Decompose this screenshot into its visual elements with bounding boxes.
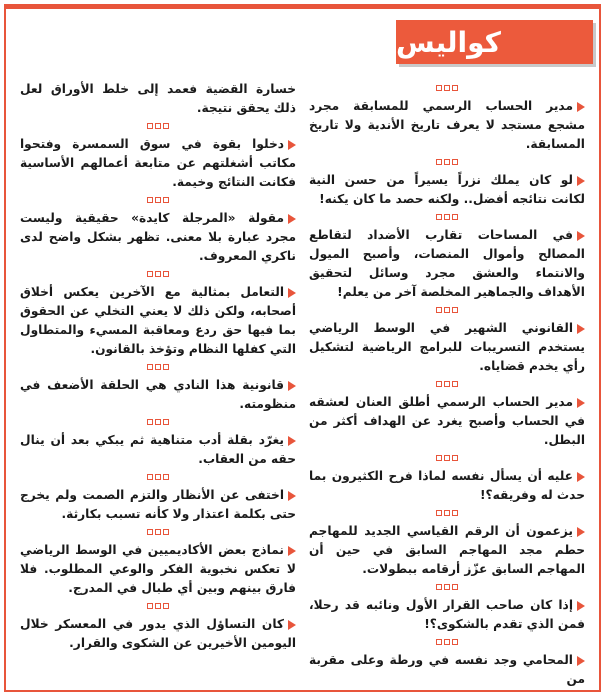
bullet-arrow-icon — [288, 491, 296, 501]
separator-squares-icon — [309, 212, 585, 222]
news-item — [20, 417, 296, 469]
bullet-arrow-icon — [577, 324, 585, 334]
news-item — [20, 472, 296, 524]
news-item-body: مقولة «المرجلة كايدة» حقيقية وليست مجرد عبارة بلا معنى. تظهر بشكل واضح لدى ناكري المعروف. — [20, 211, 296, 263]
news-item — [309, 582, 585, 634]
news-item-text — [309, 171, 585, 209]
separator-squares-icon — [20, 472, 296, 482]
separator-squares-icon — [309, 83, 585, 93]
bullet-arrow-icon — [288, 381, 296, 391]
right-column — [309, 80, 585, 686]
news-item — [20, 527, 296, 598]
bullet-arrow-icon — [577, 527, 585, 537]
news-item-text — [20, 135, 296, 192]
separator-squares-icon — [309, 508, 585, 518]
news-item — [309, 305, 585, 376]
news-item — [20, 80, 296, 118]
news-item — [309, 508, 585, 579]
news-item-body: إذا كان صاحب القرار الأول ونائبه قد رحلا، فمن الذي تقدم بالشكوى؟! — [309, 598, 585, 631]
news-item-text — [309, 467, 585, 505]
news-item-body: اختفى عن الأنظار والتزم الصمت ولم يخرج حتى بكلمة اعتذار ولا كأنه تسبب بكارثة. — [20, 488, 296, 521]
news-item-text — [309, 97, 585, 154]
news-item-text — [20, 615, 296, 653]
news-item-text — [309, 226, 585, 302]
bullet-arrow-icon — [288, 436, 296, 446]
bullet-arrow-icon — [577, 398, 585, 408]
bullet-arrow-icon — [288, 620, 296, 630]
bullet-arrow-icon — [288, 214, 296, 224]
news-item-body: نماذج بعض الأكاديميين في الوسط الرياضي لا تعكس نخبوية الفكر والوعي المطلوب. فلا فارق بينهم وبين أي طبال في المدرج. — [20, 543, 296, 595]
news-item-body: المحامي وجد نفسه في ورطة وعلى مقربة من — [309, 653, 585, 686]
bullet-arrow-icon — [577, 656, 585, 666]
bullet-arrow-icon — [288, 140, 296, 150]
news-item-text — [309, 319, 585, 376]
article-frame — [4, 4, 601, 692]
news-item-text — [20, 376, 296, 414]
separator-squares-icon — [309, 379, 585, 389]
news-item-body: كان التساؤل الذي يدور في المعسكر خلال اليومين الأخيرين عن الشكوى والقرار. — [20, 617, 296, 650]
news-item — [309, 379, 585, 450]
news-item — [309, 453, 585, 505]
left-column — [20, 80, 296, 682]
news-item — [20, 601, 296, 653]
news-item-text — [20, 209, 296, 266]
news-item-body: القانوني الشهير في الوسط الرياضي يستخدم التسريبات للبرامج الرياضية لتشكيل رأي يخدم قضاياه. — [309, 321, 585, 373]
news-item-body: خسارة القضية فعمد إلى خلط الأوراق لعل ذلك يحقق نتيجة. — [20, 82, 296, 115]
bullet-arrow-icon — [577, 472, 585, 482]
news-item — [309, 83, 585, 154]
separator-squares-icon — [309, 453, 585, 463]
news-item-body: مدير الحساب الرسمي للمسابقة مجرد مشجع مستجد لا يعرف تاريخ الأندية ولا تاريخ المسابقة. — [309, 99, 585, 151]
separator-squares-icon — [20, 121, 296, 131]
bullet-arrow-icon — [577, 231, 585, 241]
news-item-text — [309, 393, 585, 450]
news-item — [20, 362, 296, 414]
bullet-arrow-icon — [288, 288, 296, 298]
separator-squares-icon — [309, 305, 585, 315]
header-rule — [6, 6, 599, 9]
separator-squares-icon — [20, 362, 296, 372]
news-item-body: التعامل بمثالية مع الآخرين يعكس أخلاق أصحابه، ولكن ذلك لا يعني التخلي عن الحقوق بما فيها حق ردع ومعاقبة المسيء والمتطاول التي كفلها النظام وتؤخذ بالقانون. — [20, 285, 296, 356]
news-item — [309, 637, 585, 689]
news-item-body: عليه أن يسأل نفسه لماذا فرح الكثيرون بما حدث له وفريقه؟! — [309, 469, 585, 502]
news-item — [309, 212, 585, 302]
news-item-body: لو كان يملك نزراً يسيراً من حسن النية لكانت نتائجه أفضل.. ولكنه حصد ما كان يكنه! — [309, 173, 585, 206]
separator-squares-icon — [309, 157, 585, 167]
separator-squares-icon — [20, 601, 296, 611]
section-title: كواليس — [396, 25, 501, 59]
news-item-body: دخلوا بقوة في سوق السمسرة وفتحوا مكاتب أشغلتهم عن متابعة أعمالهم الأساسية فكانت النتائج وخيمة. — [20, 137, 296, 189]
news-item — [309, 157, 585, 209]
separator-squares-icon — [20, 527, 296, 537]
news-item — [20, 269, 296, 359]
news-item-text — [20, 541, 296, 598]
news-item-text — [20, 80, 296, 118]
bullet-arrow-icon — [288, 546, 296, 556]
news-item-text — [20, 283, 296, 359]
news-item-body: قانونية هذا النادي هي الحلقة الأضعف في منظومته. — [20, 378, 296, 411]
news-item-body: يزعمون أن الرقم القياسي الجديد للمهاجم حطم مجد المهاجم السابق في حين أن المهاجم السابق عزّز أرقامه ببطولات. — [309, 524, 585, 576]
separator-squares-icon — [20, 417, 296, 427]
news-item-text — [309, 522, 585, 579]
news-item-text — [309, 596, 585, 634]
news-item-text — [20, 486, 296, 524]
bullet-arrow-icon — [577, 176, 585, 186]
news-item — [20, 121, 296, 192]
article-columns — [20, 80, 585, 686]
separator-squares-icon — [20, 269, 296, 279]
news-item — [20, 195, 296, 266]
bullet-arrow-icon — [577, 102, 585, 112]
news-item-body: في المساحات تقارب الأضداد لتقاطع المصالح وأموال المنصات، وأصبح الميول والانتماء والعشق مجرد وسائل لتحقيق الأهداف والجماهير المخلصة آخر من يعلم! — [309, 228, 585, 299]
bullet-arrow-icon — [577, 601, 585, 611]
news-item-text — [20, 431, 296, 469]
section-title-tab — [396, 20, 593, 64]
news-item-body: مدير الحساب الرسمي أطلق العنان لعشقه في الحساب وأصبح يغرد عن الهداف أكثر من البطل. — [309, 395, 585, 447]
news-item-text — [309, 651, 585, 689]
news-item-body: يغرّد بقلة أدب متناهية ثم يبكي بعد أن ينال حقه من العقاب. — [20, 433, 296, 466]
separator-squares-icon — [309, 582, 585, 592]
separator-squares-icon — [20, 195, 296, 205]
separator-squares-icon — [309, 637, 585, 647]
